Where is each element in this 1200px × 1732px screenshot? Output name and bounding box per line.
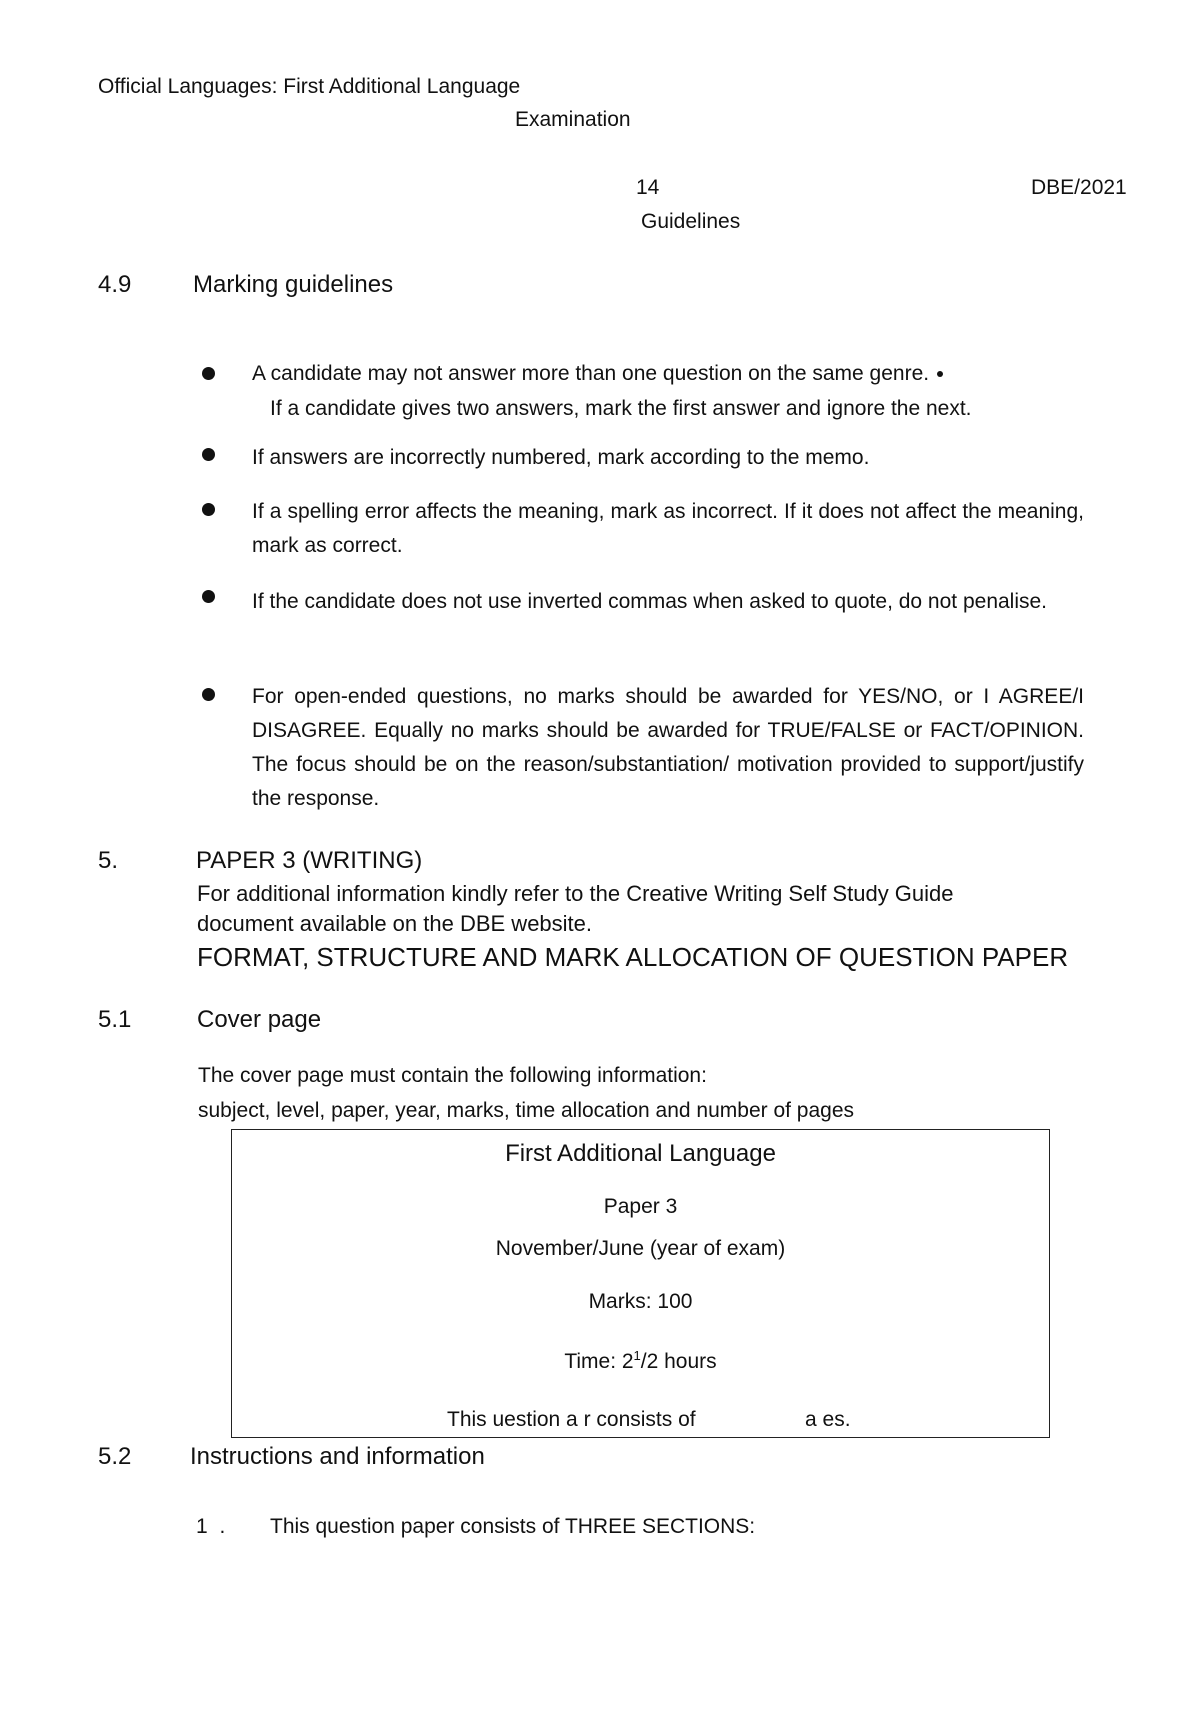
section-4-9-number: 4.9: [98, 271, 132, 298]
section-5-2-title: Instructions and information: [190, 1443, 485, 1470]
cover-time-prefix: Time: 2: [564, 1350, 634, 1373]
header-exam: Examination: [515, 108, 631, 131]
bullet-1-line2: If a candidate gives two answers, mark the first answer and ignore the next.: [270, 397, 972, 420]
cover-pages-part1: This uestion a r consists of: [447, 1408, 696, 1431]
bullet-3-text: If a spelling error affects the meaning, mark as incorrect. If it does not affect the meaning, mark as correct.: [252, 500, 1084, 557]
bullet-dot-5: [202, 688, 215, 701]
cover-pages-part2: a es.: [805, 1408, 851, 1431]
bullet-2-text: If answers are incorrectly numbered, mark according to the memo.: [252, 446, 870, 469]
bullet-dot-3: [202, 503, 215, 516]
instruction-item-number: 1 .: [196, 1515, 229, 1538]
header-subject: Official Languages: First Additional Language: [98, 75, 521, 98]
section-5-number: 5.: [98, 847, 119, 874]
bullet-dot-2: [202, 448, 215, 461]
cover-time-suffix: /2 hours: [640, 1350, 717, 1373]
bullet-4-text: If the candidate does not use inverted commas when asked to quote, do not penalise.: [252, 590, 1048, 613]
cover-title: First Additional Language: [505, 1140, 776, 1167]
header-dbe: DBE/2021: [1031, 176, 1127, 199]
bullet-dot-4: [202, 590, 215, 603]
cover-date: November/June (year of exam): [495, 1237, 786, 1260]
bullet-5-text: For open-ended questions, no marks should be awarded for YES/NO, or I AGREE/I DISAGREE. Equally no marks should be awarded for TRUE/FALSE or FACT/OPINION. The focus should be on the reason/substantiation/ motivation provided to support/justify the response.: [252, 685, 1084, 810]
page-number: 14: [636, 176, 660, 199]
bullet-marker-small: [937, 371, 943, 377]
header-guidelines: Guidelines: [641, 210, 741, 233]
section-5-info-line1: For additional information kindly refer to the Creative Writing Self Study Guide: [197, 881, 954, 906]
format-heading: FORMAT, STRUCTURE AND MARK ALLOCATION OF QUESTION PAPER: [197, 942, 1069, 972]
section-5-1-line1: The cover page must contain the following information:: [198, 1064, 707, 1087]
cover-paper: Paper 3: [603, 1195, 678, 1218]
section-5-title: PAPER 3 (WRITING): [196, 847, 423, 874]
cover-time: [232, 1348, 1049, 1374]
bullet-dot-1: [202, 367, 215, 380]
bullet-1-line1-wrap: [252, 357, 943, 391]
cover-time-sup: 1: [633, 1348, 641, 1363]
instruction-item-text: This question paper consists of THREE SECTIONS:: [270, 1515, 756, 1538]
section-5-info-line2: document available on the DBE website.: [197, 911, 593, 936]
bullet-1-line1: A candidate may not answer more than one question on the same genre.: [252, 362, 930, 385]
section-5-1-line2: subject, level, paper, year, marks, time allocation and number of pages: [198, 1099, 855, 1122]
cover-page-box: [231, 1129, 1050, 1438]
cover-marks: Marks: 100: [588, 1290, 693, 1313]
section-4-9-title: Marking guidelines: [193, 271, 394, 298]
section-5-1-number: 5.1: [98, 1006, 132, 1033]
section-5-2-number: 5.2: [98, 1443, 132, 1470]
section-5-1-title: Cover page: [197, 1006, 322, 1033]
